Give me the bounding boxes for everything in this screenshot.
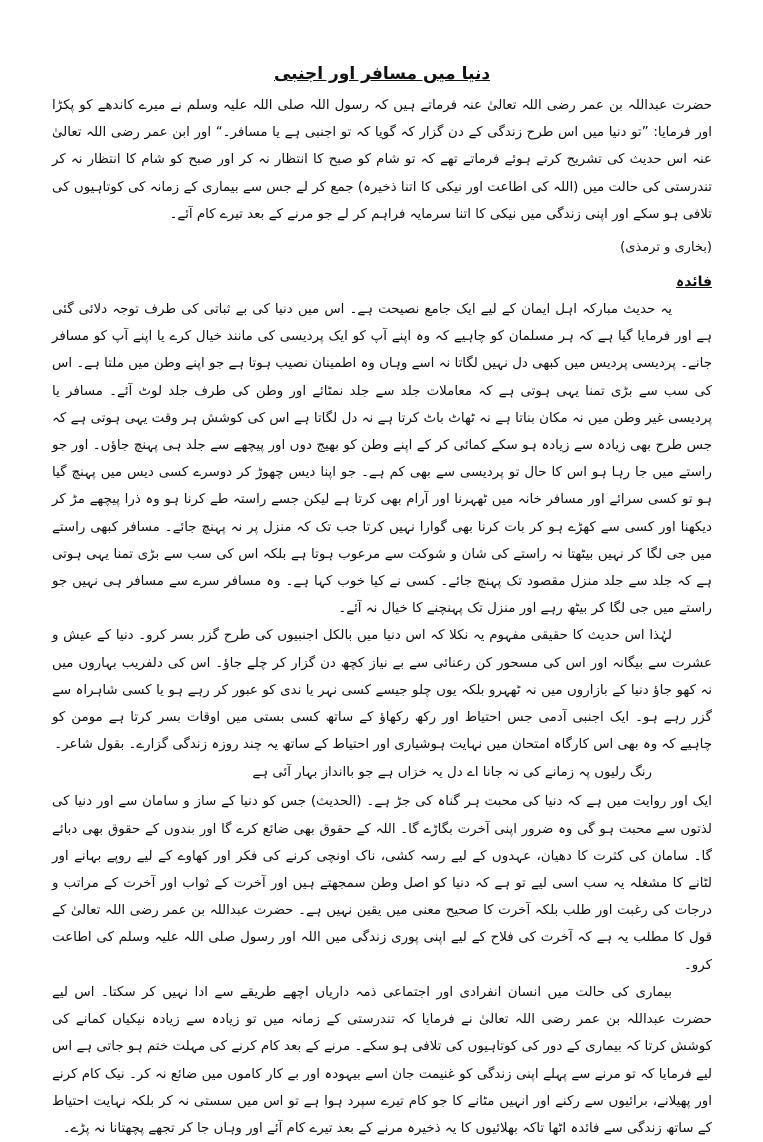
poetry-verse: رنگ رلیوں پہ زمانے کی نہ جانا اے دل یہ خزاں ہے جو باانداز بہار آئی ہے	[252, 765, 652, 781]
paragraph-1: یہ حدیث مبارکہ اہل ایمان کے لیے ایک جامع نصیحت ہے۔ اس میں دنیا کی بے ثباتی کی طرف توجہ دلائی گئی ہے اور فرمایا گیا ہے کہ ہر مسلمان کو چاہیے کہ وہ اپنے آپ کو ایک پردیسی کی مانند خیال کرے یا اپنے آپ کو مسافر جانے۔ پردیسی پردیس میں کبھی دل نہیں لگاتا نہ اسے وہاں وہ اطمینان نصیب ہوتا ہے جو اپنے وطن میں ملتا ہے۔ اس کی سب سے بڑی تمنا یہی ہوتی ہے کہ معاملات جلد سے جلد نمٹائے اور وطن کی طرف جلد لوٹ آئے۔ مسافر یا پردیسی غیر وطن میں نہ مکان بناتا ہے نہ ٹھاٹ باٹ کرتا ہے نہ دل لگاتا ہے اس کی کوشش ہر وقت یہی ہوتی ہے کہ جس طرح بھی زیادہ سے زیادہ ہو سکے کمائی کر کے اپنے وطن کو بھیج دوں اور پیچھے سے جلد ہی پہنچ جاؤں۔ اور جو راستے میں جا رہا ہو اس کا حال تو پردیسی سے بھی کم ہے۔ جو اپنا دیس چھوڑ کر دوسرے کسی دیس میں پہنچ گیا ہو تو کسی سرائے اور مسافر خانہ میں ٹھہرنا اور آرام بھی کرتا ہے لیکن جسے راستہ طے کرنا ہو وہ ذرا پیچھے مڑ کر دیکھنا اور کسی سے کھڑے ہو کر بات کرنا بھی گوارا نہیں کرتا جب تک کہ منزل پر نہ پہنچ جائے۔ مسافر کبھی راستے میں جی لگا کر نہیں بیٹھتا نہ راستے کی شان و شوکت سے مرعوب ہوتا ہے بلکہ اس کی سب سے بڑی تمنا یہی ہوتی ہے کہ جلد سے جلد منزل مقصود تک پہنچ جائے۔ کسی نے کیا خوب کہا ہے۔ وہ مسافر سرے سے مسافر ہی نہیں جو راستے میں جی لگا کر بیٹھ رہے اور منزل تک پہنچنے کا خیال نہ آئے۔	[52, 302, 712, 617]
page-title: دنیا میں مسافر اور اجنبی	[273, 64, 491, 84]
hadith-source: (بخاری و ترمذی)	[620, 240, 712, 256]
hadith-text: حضرت عبداللہ بن عمر رضی اللہ تعالیٰ عنہ فرماتے ہیں کہ رسول اللہ صلی اللہ علیہ وسلم نے میرے کاندھے کو پکڑا اور فرمایا: ”تو دنیا میں اس طرح زندگی کے دن گزار کہ گویا کہ تو اجنبی ہے یا مسافر۔“ اور ابن عمر رضی اللہ تعالیٰ عنہ اس حدیث کی تشریح کرتے ہوئے فرماتے تھے کہ تو شام کو صبح کا انتظار نہ کر اور صبح کو شام کا انتظار نہ کر تندرستی کی حالت میں (اللہ کی اطاعت اور نیکی کا اتنا ذخیرہ) جمع کر لے جس سے بیماری کے زمانہ کی کوتاہیوں کی تلافی ہو سکے اور اپنی زندگی میں نیکی کا اتنا سرمایہ فراہم کر لے جو مرنے کے بعد تیرے کام آئے۔	[52, 98, 712, 222]
document-body	[52, 62, 712, 1142]
paragraph-3: ایک اور روایت میں ہے کہ دنیا کی محبت ہر گناہ کی جڑ ہے۔ (الحدیث) جس کو دنیا کے ساز و سامان سے اور دنیا کی لذتوں سے محبت ہو گی وہ ضرور اپنی آخرت بگاڑے گا۔ اللہ کے حقوق بھی ضائع کرے گا اور بندوں کے حقوق بھی دبائے گا۔ سامان کی کثرت کا دھیان، عہدوں کے لیے رسہ کشی، ناک اونچی کرنے کی فکر اور کھاوے کے لیے روپے بہانے اور لٹانے کا مشغلہ یہ سب اسی لیے تو ہے کہ دنیا کو اصل وطن سمجھتے ہیں اور آخرت کے ثواب اور آخرت کے مراتب و درجات کی رغبت اور طلب بلکہ آخرت کا صحیح معنی میں یقین نہیں ہے۔ حضرت عبداللہ بن عمر رضی اللہ تعالیٰ کے قول کا مطلب یہ ہے کہ آخرت کی فلاح کے لیے اپنی پوری زندگی میں اللہ اور رسول صلی اللہ علیہ وسلم کی اطاعت کرو۔	[52, 794, 712, 973]
paragraph-2: لہٰذا اس حدیث کا حقیقی مفہوم یہ نکلا کہ اس دنیا میں بالکل اجنبیوں کی طرح گزر بسر کرو۔ دنیا کے عیش و عشرت سے بیگانہ اور اس کی مسحور کن رعنائی سے بے نیاز کچھ دن گزار کر چلے جاؤ۔ اس کی دلفریب بہاروں میں نہ کھو جاؤ دنیا کے بازاروں میں نہ ٹھہرو بلکہ یوں چلو جیسے کسی نہر یا ندی کو عبور کر رہے ہو یا کسی شاہراہ سے گزر رہے ہو۔ ایک اجنبی آدمی جس احتیاط اور رکھ رکھاؤ کے ساتھ کسی بستی میں اوقات بسر کرتا ہے مومن کو چاہیے کہ وہ بھی اس کارگاہ امتحان میں نہایت ہوشیاری اور احتیاط کے ساتھ یہ چند روزہ زندگی گزارے۔ بقول شاعر۔	[52, 628, 712, 753]
paragraph-4: بیماری کی حالت میں انسان انفرادی اور اجتماعی ذمہ داریاں اچھے طریقے سے ادا نہیں کر سکتا۔ اس لیے حضرت عبداللہ بن عمر رضی اللہ تعالیٰ نے فرمایا کہ تندرستی کے زمانہ میں تو زیادہ سے زیادہ نیکیاں کمانے کی کوشش کرتا کہ بیماری کے دور کی کوتاہیوں کی تلافی ہو سکے۔ مرنے کے بعد کام کرنے کی مہلت ختم ہو جاتی ہے اس لیے فرمایا کہ تو مرنے سے پہلے اپنی زندگی کو غنیمت جان اسے بیہودہ اور بے کار کاموں میں ضائع نہ کر۔ نیک کام کرنے اور پھیلانے، برائیوں سے رکنے اور انہیں مٹانے کا جو کام تیرے سپرد ہوا ہے تو اس میں سستی نہ کر بلکہ نہایت احتیاط کے ساتھ زندگی سے فائدہ اٹھا تاکہ بھلائیوں کا یہ ذخیرہ مرنے کے بعد تیرے کام آئے اور وہاں جا کر تجھے پچھتانا نہ پڑے۔	[52, 984, 712, 1136]
section-heading: فائدہ	[676, 274, 712, 291]
